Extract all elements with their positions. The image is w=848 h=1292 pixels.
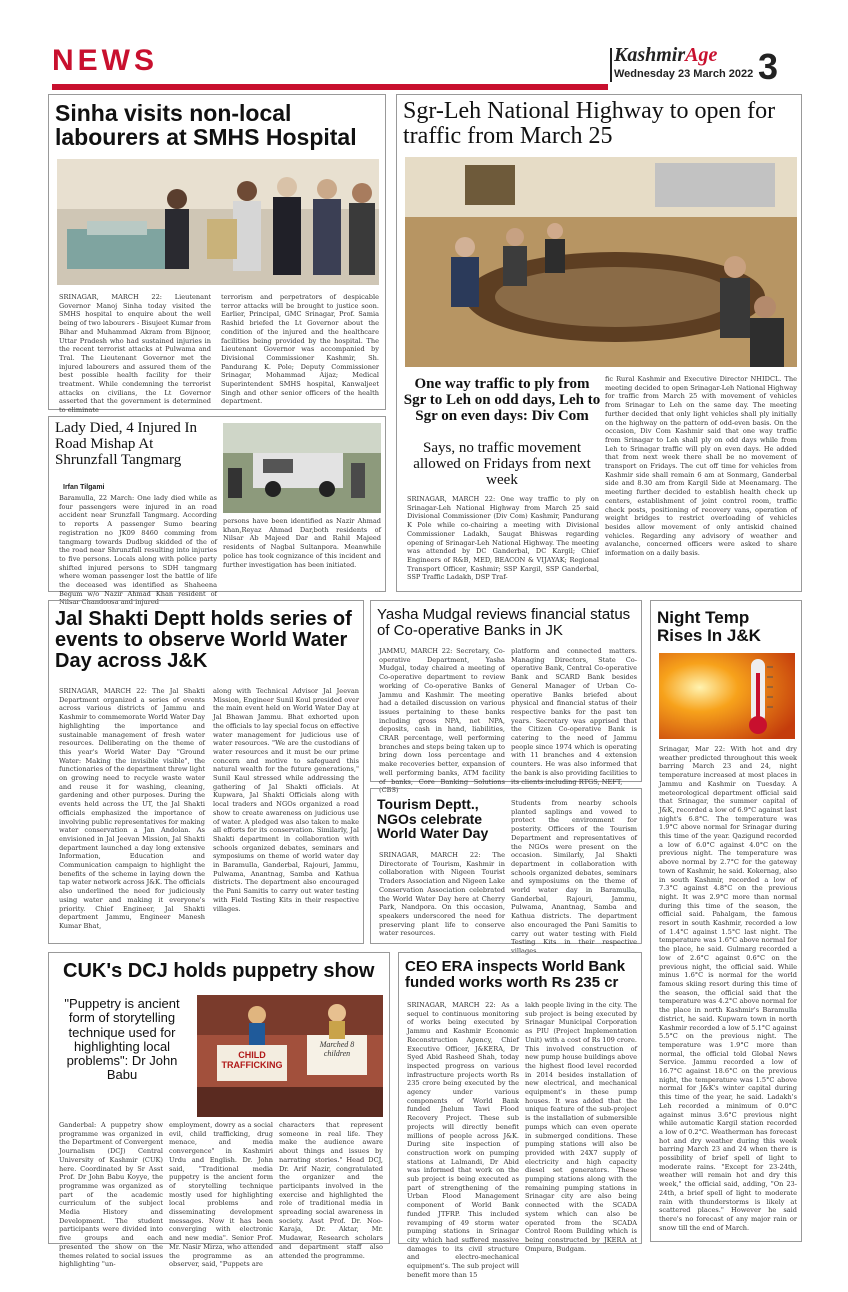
header-divider (610, 48, 612, 82)
article-subheadline: Says, no traffic movement allowed on Fridays from next week (413, 440, 591, 488)
article-column: Students from nearby schools planted saplings and vowed to protect the environment for posterity. Officers of the Tourism Department and representatives of the NGOs were present on the occasion. Similarly, Jal Shakti department in collaboration with schools organized debates, seminars and symposiums on the theme of world water day in Baramulla, Ganderbal, Rajouri, Jammu, Pulwama, Anantnag, Samba and Kathua districts. The department also encouraged the Pani Samitis to carry out water testing with Field Testing Kits in their respective villages. (511, 799, 637, 955)
article-photo (197, 995, 383, 1117)
accident-photo (223, 423, 381, 513)
article-headline: CUK's DCJ holds puppetry show (63, 960, 375, 982)
page-number: 3 (758, 46, 779, 87)
article-column: terrorism and perpetrators of despicable terror attacks will be brought to justice soon. Earlier, Principal, GMC Srinagar, Prof. Samia Rashid briefed the Lt Governor about the condition of the injured and the healthcare facilities being provided by the hospital. The Lieutenant Governor was accompanied by Divisional Commissioner Kashmir, Sh. Pandurang K. Pole; Deputy Commissioner Srinagar, Mohammad Aijaz; Medical Superintendent SMHS hospital, Kanwaljeet Singh and other senior officers of the health department. (221, 293, 379, 406)
lady-article (48, 416, 386, 607)
meeting-photo (405, 157, 797, 367)
article-headline: Lady Died, 4 Injured In Road Mishap At Shrunzfall Tangmarg (55, 420, 198, 468)
article-byline: Irfan Tilgami (63, 484, 105, 491)
article-column: characters that represent someone in real life. They make the audience aware about things and issues by narrating stories." Head DCJ, Dr. Arif Nazir, congratulated the organizer and the participants involved in the exercise and highlighted the role of traditional media in spreading social awareness in society. Asst Prof. Dr. Noo-Karaja, Dr. Aktar, Mr. Mudawar, Research scholars and department staff also attended the programme. (279, 1121, 383, 1260)
sgr-leh-article (396, 94, 802, 592)
article-column: SRINAGAR, MARCH 22: The Directorate of Tourism, Kashmir in collaboration with Nigeen Tourist Traders Association and Nigeen Lake Conservation Association celebrated the World Water Day here at Cherry Park, Nandpora. On this occasion, speakers underscored the need for preserving plant life to conserve water resources. (379, 851, 505, 938)
article-column: SRINAGAR, MARCH 22: One way traffic to ply on Srinagar-Leh National Highway from March 25 said Divisional Commissioner (Div Com) Kashmir, Pandurang K Pole while co-chairing a meeting with Divisional Commissioner Ladakh, Saugat Bhiswas regarding opening of Srinagar-Leh National Highway. The meeting was attended by DC Ganderbal, DC Kargil; Chief Engineers of R&B, MED, BEACON & VIJAYAK; Regional Transport Officer, Kashmir; SSP Kargil, SSP Ganderbal, SSP Traffic Ladakh, DSP Traf- (407, 495, 599, 582)
issue-date: Wednesday 23 March 2022 (614, 68, 754, 80)
article-column: Srinagar, Mar 22: With hot and dry weather predicted throughout this week barring March 23 and 24, night temperature increased at most places in Jammu and Kashmir on Tuesday. A meteorological department official said that Srinagar, the summer capital of J&K, recorded a low of 6.9°C against last night's 6.8°C. The temperature was 1.9°C above normal for Srinagar during this time of the year. Qazigund recorded a low of 6.0°C against 4.0°C on the previous night. The temperature was above normal by 2.7°C for the gateway town of Kashmir, he said. Kokernag, also in south Kashmir, recorded a low of 7.3°C against 4.8°C on the previous night. It was 2.9°C more than normal during this time of the season, the official said. Pahalgam, the famous resort in south Kashmir, recorded a low of 1.4°C against 1.5°C last night. The temperature was 1.6°C above normal for the place, he said. Gulmarg recorded a low of 2.6°C against 0.6°C on the previous night, the official said. While minus 1.6°C is normal for the world famous skiing resort during this time of the season, the official said that the temperature was 4.2°C above normal for the place in north Kashmir's Baramulla district, he said. Kupwara town in north Kashmir recorded a low of 5.1°C against 5.5°C on the previous night. The temperature was 1.9°C more than normal, the official told Global News Service. Jammu recorded a low of 16.7°C against 18.6°C on the previous night, the temperature was 1.5°C above normal for J&K's winter capital during this time of the year, he said. Ladakh's Leh recorded a minimum of 0.0°C against minus 3.6°C previous night while automatic Kargil station recorded a low of 0.2°C. Weatherman has forecast hot and dry weather during this week barring March 23 and 24 when there is possibility of brief spell of light to moderate rains. "Except for 23-24th, weather will remain hot and dry this week," the official said, adding, "On 23-24th, a brief spell of light to moderate rain with thunderstorms is likely at scattered places." However he said there's no forecast of any major rain or snow till the end of March. (659, 745, 797, 1232)
sinha-article (48, 94, 386, 415)
article-column: Ganderbal: A puppetry show programme was organized in the Department of Convergent Journalism (DCJ) Central University of Kashmir (CUK) here. Coordinated by Sr Asst Prof. Dr John Babu Koyye, the programme was organized as part of the academic curriculum of the subject Media History and Development. The student participants were divided into five groups and each presented the show on the themes related to social issues highlighting "un- (59, 1121, 163, 1269)
section-title: NEWS (52, 44, 158, 77)
brand-main: Kashmir (614, 44, 686, 66)
tourism-article (370, 788, 642, 955)
cuk-article (48, 952, 390, 1269)
article-column: fic Rural Kashmir and Executive Director NHIDCL. The meeting decided to open Srinagar-Leh National Highway for traffic from March 25 with movement of vehicles from Srinagar to Leh on the same day. The meeting further decided that only light vehicles shall ply initially on the highway on the pattern of odd-even basis. On the occasion, Div Com Kashmir said that one way traffic from Srinagar to Leh shall ply on odd days while from Leh to Srinagar traffic will ply on even days. He added that from next week there shall be no movement of transport on Fridays. The cut off time for vehicles from Kashmir side shall remain 6 am at Sonmarg, Ganderbal side and 8.30 am from Kargil Side at Meenamarg. The meeting further decided to establish health check up centers, establishment of joint control room, traffic check posts, positioning of recovery vans, operation of weight bridges to restrict overloading of vehicles besides allow movement of only antiskid chained vehicles. Regarding any advisory of weather and avalanche, concerned officers were asked to share information on a daily basis. (605, 375, 797, 558)
thermometer-photo (659, 653, 795, 739)
article-column: JAMMU, MARCH 22: Secretary, Co-operative Department, Yasha Mudgal, today chaired a meeting of Co-operative department to review working of Co-operative Banks of Jammu and Kashmir. The meeting had a detailed discussion on various issues pertaining to these banks including gross NPA, net NPA, deposits, cash in hand, liabilities, CRAR percentage, well performing branches and steps being taken up to bring down loss percentage and make recoveries better, expansion of well performing banks, ATM facility of banks, Core Banking Solutions (CBS) (379, 647, 505, 795)
article-headline: Sgr-Leh National Highway to open for traffic from March 25 (403, 98, 776, 150)
article-headline: Jal Shakti Deptt holds series of events to observe World Water Day across J&K (55, 608, 352, 672)
article-column: platform and connected matters. Managing Directors, State Co-operative Bank, Central Co-operative Bank and SCARD Bank besides General Manager of Urban Co-operative Banks briefed about physical and financial status of their respective banks for the past ten years. Secretary was apprised that the Citizen Co-operative Bank is catering to the need of Jammu people since 1974 which is operating with 11 branches and 4 extension counters. He was also informed that the bank is also providing facilities to its clients including RTGS, NEFT, (511, 647, 637, 786)
article-headline: Night Temp Rises In J&K (657, 608, 761, 645)
yasha-article (370, 600, 642, 795)
masthead-logo (614, 44, 717, 67)
section-rule (52, 84, 608, 90)
pull-quote: "Puppetry is ancient form of storytelling technique used for highlighting local problems": Dr John Babu (64, 996, 180, 1083)
article-column: employment, dowry as a social evil, child trafficking, drug menace, and media convergence" in Kashmiri Urdu and English. Dr. John said, "Traditional media puppetry is the ancient form of storytelling technique mostly used for highlighting local problems and disseminating development messages. Now it has been converging with electronic and new media". Senior Prof. Mr. Nasir Mirza, who attended the programme as an observer, said, "Puppets are (169, 1121, 273, 1269)
brand-accent: Age (685, 44, 718, 66)
article-headline: Tourism Deptt., NGOs celebrate World Water Day (377, 796, 489, 842)
article-column: lakh people living in the city. The sub project is being executed by Srinagar Municipal Corporation as PIU (Project Implementation Unit) with a cost of Rs 109 crore. This involved construction of new pump house buildings above the highest flood level recorded in 2014 besides installation of new electrical, and mechanical equipment's in these pump houses. It was added that the unique feature of the sub-project is the installation of submersible pumps which can even operate in submerged conditions. These pumping stations will also be provided with 24X7 supply of electricity and high capacity diesel set generators. These pumping stations along with the remaining pumping stations in Srinagar city are also being connected with the SCADA system which can also be operated from the SCADA Control Room Building which is being constructed by JKERA at Ompura, Budgam. (525, 1001, 637, 1253)
hospital-visit-photo (57, 159, 379, 285)
article-photo (405, 157, 797, 367)
article-column: SRINAGAR, MARCH 22: As a sequel to continuous monitoring of works being executed by Jammu and Kashmir Economic Reconstruction Agency, Chief Executive Officer, J&KERA, Dr Syed Abid Rasheed Shah, today inspected progress on various infrastructure projects worth Rs 235 crore being executed by the agency under various components of World Bank funded Jhelum Tawi Flood Recovery Project. These sub projects will directly benefit millions of people across J&K. During site inspection of construction work on pumping stations at Lalmandi, Dr Abid was informed that work on the sub project is being executed as part of strengthening of the Urban Flood Management component of World Bank funded JTFRP. This included revamping of 49 storm water pumping stations in Srinagar city which had suffered massive damages to its civil structure and electro-mechanical equipment's. The sub project will benefit more than 15 (407, 1001, 519, 1279)
article-headline: Yasha Mudgal reviews financial status of Co-operative Banks in JK (377, 606, 631, 639)
article-column: SRINAGAR, MARCH 22: The Jal Shakti Department organized a series of events across various districts of Jammu and Kashmir to commemorate World Water Day highlighting the importance and sustainable management of fresh water resources. Deliberating on the theme of this year's World Water Day "Ground Water: Making the invisible visible", the functionaries of the department threw light on growing need to recycle waste water and reuse it for washing, cleaning, gardening and other purposes. During the events held across the UT, the Jal Shakti officials emphasized the importance of involving public representatives for making water conservation a Jan Andolan. As envisioned in Jal Jeevan Mission, Jal Shakti department launched a day long extensive Information, Education and Communication campaign to highlight the benefits of the scheme in laying down the tap water network across J&K. The officials also underlined the need for judiciously using water and making it everyone's priority. Chief Engineer, Jal Shakti department Jammu, Engineer Manesh Kumar Bhat, (59, 687, 205, 930)
article-photo (659, 653, 795, 739)
article-photo (223, 423, 381, 513)
jal-shakti-article (48, 600, 364, 944)
night-temp-article (650, 600, 802, 1242)
photo-sign-text-2: Marched 8 children (319, 1040, 355, 1058)
article-headline: Sinha visits non-local labourers at SMHS Hospital (55, 100, 357, 151)
article-column: along with Technical Advisor Jal Jeevan Mission, Engineer Sunil Koul presided over the main event held on World Water Day at Jal Bhawan Jammu. Bhat exhorted upon the officials to lay special focus on effective water management for judicious use of water resources. "We are the custodians of water resources and it must be our prime concern and motive to safeguard this natural wealth for the future generations," Sunil Kaul stressed while addressing the gathering of Jal Shakti officials. At Kupwara, Jal Shakti Officials along with local traders and NGOs organized a road show to create awareness on judicious use of water. A pledged was also taken to make all efforts for its conservation. Similarly, Jal Shakti department in collaboration with schools organized debates, seminars and symposiums on theme of world water day in Baramulla, Ganderbal, Rajouri, Jammu, Pulwama, Anantnag, Samba and Kathua districts. The department also encouraged the Pani Samitis to carry out water testing with Field Testing Kits in their respective villages. (213, 687, 359, 913)
article-photo (57, 159, 379, 285)
photo-sign-text: CHILD TRAFFICKING (221, 1050, 283, 1070)
article-column: persons have been identified as Nazir Ahmad khan,Reyaz Ahmad Dar,both residents of Nilsar Ab Majeed Dar and Rahil Majeed residents of Nagbal Sultanpora. Meanwhile police has took cognizance of this incident and further investigation has been initiated. (223, 517, 381, 569)
article-column: SRINAGAR, MARCH 22: Lieutenant Governor Manoj Sinha today visited the SMHS hospital to enquire about the well being of two labourers - Bisujeet Kumar from Bihar and Muhammad Akram from Bijnoor, Uttar Pradesh who had sustained injuries in the recent terrorist attacks at Pulwama and Tral. The Lieutenant Governor met the injured labourers and assured them of the best possible health facility for their treatment. While condemning the terrorist attacks on civilians, the Lt Governor asserted that the government is determined to eliminate (59, 293, 211, 415)
ceo-era-article (398, 952, 642, 1279)
article-subheadline: One way traffic to ply from Sgr to Leh on odd days, Leh to Sgr on even days: Div Com (403, 376, 601, 424)
article-headline: CEO ERA inspects World Bank funded works worth Rs 235 cr (405, 958, 626, 991)
article-column: Baramulla, 22 March: One lady died while as four passengers were injured in an road accident near Srunzfall Tangmarg. According to reports A passenger Sumo bearing registration no JK09 8460 comming from tangmarg towards Dudbug skidded of the of the road near Shrunzfall resulting into injuries to five persons. Locals along with police party shifted injured persons to SDH tangmarg where woman passenger lost the battle of life the deceased was identified as Shaheena Begum w/o Nazir Ahmad Khan resident of Nilsar Chandoosa and injured (59, 494, 217, 607)
